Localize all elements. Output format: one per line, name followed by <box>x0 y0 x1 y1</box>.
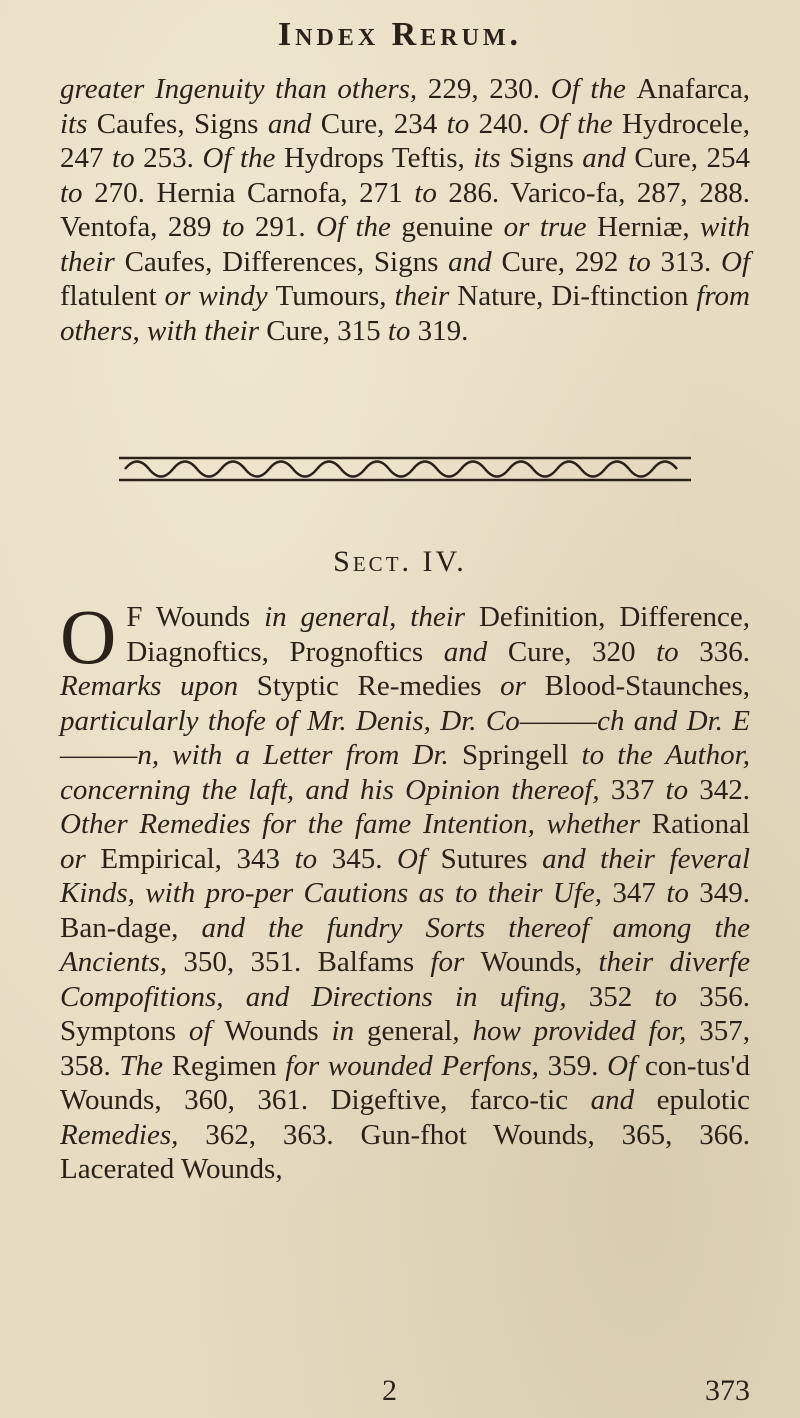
text-run: 356. Symptons <box>60 980 751 1047</box>
text-run: Cure, 320 <box>507 635 657 668</box>
text-run: their diverfe Compofitions, and Directions in ufing, <box>60 946 751 1013</box>
text-run: 337 <box>610 773 666 806</box>
text-run: 286. Varico-fa, 287, 288. Ventofa, 289 <box>60 176 750 243</box>
text-run: 357, 358. <box>60 1015 751 1082</box>
section-heading: Sect. IV. <box>333 545 467 578</box>
text-run: 350, 351. Balfams <box>183 946 431 978</box>
text-run: 345. <box>331 842 397 875</box>
text-run: or <box>500 670 545 702</box>
text-run: Cure, 254 <box>634 142 751 174</box>
text-run: 319. <box>417 314 469 347</box>
text-run: Cure, 234 <box>320 107 447 140</box>
page-footer <box>0 1374 800 1410</box>
text-run: and <box>443 635 508 668</box>
text-run: epulotic <box>656 1084 751 1116</box>
text-run: to <box>628 245 661 278</box>
text-run: particularly thofe of Mr. Denis, Dr. Co———ch and Dr. E———n, with a Letter from Dr. <box>60 704 750 771</box>
text-run: to <box>221 211 255 243</box>
text-run: Remarks upon <box>60 670 257 702</box>
text-run: Hydrops Teftis, <box>283 142 474 174</box>
text-run: 342. <box>699 773 751 806</box>
text-run: Caufes, Signs <box>96 107 268 140</box>
paragraph-text <box>60 593 751 1187</box>
text-run: their <box>394 280 458 312</box>
text-run: greater <box>60 73 155 105</box>
text-run: Nature, Di-ftinction <box>457 280 697 312</box>
text-run: in general, their <box>264 601 479 633</box>
text-run: 291. <box>254 211 317 243</box>
text-run: 352 <box>588 980 655 1013</box>
text-run: with their <box>60 211 751 278</box>
text-run: Cure, 292 <box>501 245 629 278</box>
text-run: to <box>387 314 418 347</box>
text-run: Wounds <box>224 1015 332 1047</box>
text-run: Herniæ, <box>596 211 701 243</box>
text-run: Of <box>721 245 751 278</box>
text-run: and the fundry Sorts thereof among the Ancients, <box>60 911 750 978</box>
text-run: to <box>112 142 144 174</box>
text-run: F Wounds <box>126 601 265 633</box>
text-run: Signs <box>509 142 583 174</box>
text-run: Regimen <box>171 1049 286 1082</box>
text-run: of <box>188 1015 225 1047</box>
text-run: or windy <box>164 280 276 312</box>
index-paragraph-2 <box>60 593 751 1380</box>
text-run: to the Author, concerning the laft, and his Opinion thereof, <box>60 739 750 806</box>
text-run: its <box>60 107 97 140</box>
text-run: and <box>448 245 502 278</box>
text-run: to <box>414 176 449 209</box>
text-run: to <box>294 842 332 875</box>
text-run: to <box>656 635 700 668</box>
text-run: Caufes, Differences, Signs <box>124 245 449 278</box>
text-run: Rational <box>651 808 750 840</box>
running-head: Index Rerum. <box>277 16 523 53</box>
text-run: 349. Ban-dage, <box>60 877 750 944</box>
text-run: to <box>446 107 479 140</box>
text-run: 253. <box>143 142 203 174</box>
text-run: 313. <box>660 245 722 278</box>
text-run: Definition, Difference, Diagnoftics, Prognoftics <box>126 601 751 668</box>
signature-mark: 2 <box>382 1374 397 1407</box>
text-run: Wounds, <box>480 946 599 978</box>
text-run: 229, 230. <box>427 73 551 105</box>
text-run: Of <box>397 842 441 875</box>
text-run: con-tus'd Wounds, 360, 361. Digeftive, farco-tic <box>60 1049 751 1116</box>
text-run: or <box>60 842 101 875</box>
text-run: 362, 363. Gun-fhot Wounds, 365, 366. Lacerated Wounds, <box>60 1118 750 1185</box>
text-run: and <box>582 142 635 174</box>
text-run: Anafarca, <box>636 73 751 105</box>
text-run: Hydrocele, 247 <box>60 107 751 174</box>
text-run: for <box>430 946 481 978</box>
text-run: or true <box>503 211 597 243</box>
paragraph-text <box>60 72 750 348</box>
text-run: and <box>590 1084 657 1116</box>
text-run: its <box>473 142 510 174</box>
drop-cap: O <box>60 593 117 680</box>
text-run: 347 <box>612 877 667 909</box>
text-run: Ingenuity than others, <box>154 73 428 105</box>
text-run: general, <box>366 1015 473 1047</box>
text-run: genuine <box>401 211 504 243</box>
text-run: 270. Hernia Carnofa, 271 <box>94 176 415 209</box>
text-run: Tumours, <box>275 280 395 312</box>
text-run: Of the <box>538 107 622 140</box>
text-run: Of the <box>316 211 402 243</box>
text-run: Other Remedies for the fame Intention, whether <box>60 808 652 840</box>
text-run: to <box>60 176 95 209</box>
text-run: Of the <box>550 73 637 105</box>
text-run: for wounded Perfons, <box>285 1049 548 1082</box>
text-run: to <box>665 773 700 806</box>
text-run: 240. <box>478 107 539 140</box>
text-run: Springell <box>462 739 582 771</box>
text-run: Of the <box>202 142 284 174</box>
text-run: Styptic Re-medies <box>256 670 501 702</box>
index-paragraph-1 <box>60 72 750 412</box>
text-run: Remedies, <box>60 1118 206 1151</box>
catchword: 373 <box>705 1374 750 1407</box>
text-run: in <box>331 1015 367 1047</box>
text-run: from others, with their <box>60 280 750 347</box>
text-run: The <box>119 1049 172 1082</box>
text-run: how provided for, <box>472 1015 700 1047</box>
text-run: flatulent <box>60 280 165 312</box>
text-run: Cure, 315 <box>266 314 388 347</box>
text-run: 336. <box>699 635 751 668</box>
text-run: 359. <box>547 1049 608 1082</box>
text-run: Of <box>607 1049 645 1082</box>
text-run: Empirical, 343 <box>100 842 295 875</box>
text-run: Blood-Staunches, <box>544 670 750 702</box>
text-run: and <box>267 107 321 140</box>
text-run: to <box>666 877 700 909</box>
text-run: Sutures <box>440 842 543 875</box>
text-run: and their feveral Kinds, with pro-per Cautions as to their Ufe, <box>60 842 751 909</box>
ornament-divider-icon <box>115 452 695 486</box>
text-run: to <box>654 980 700 1013</box>
